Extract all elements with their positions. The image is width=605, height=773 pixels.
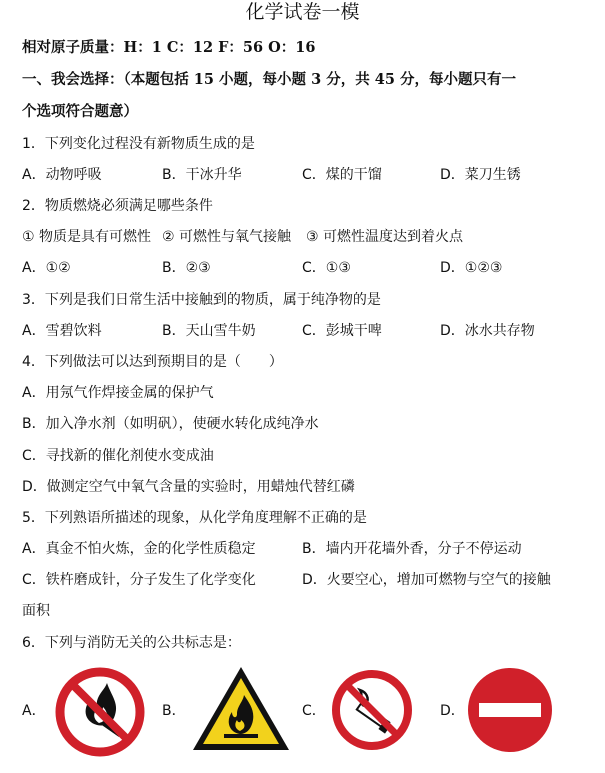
q4-option-d: D．做测定空气中氧气含量的实验时，用蜡烛代替红磷 (22, 479, 355, 495)
section-heading-line2: 个选项符合题意） (22, 103, 138, 120)
q4-option-a: A．用氖气作焊接金属的保护气 (22, 385, 214, 401)
q6-option-b-label: B． (162, 703, 186, 719)
q2-option-c: C．①③ (302, 260, 351, 276)
question-4: 4．下列做法可以达到预期目的是（ ） (22, 354, 283, 370)
q5-option-b: B．墙内开花墙外香，分子不停运动 (302, 541, 522, 557)
q5-option-d: D．火要空心，增加可燃物与空气的接触 (302, 572, 551, 588)
q2-option-a: A．①② (22, 260, 71, 276)
q1-option-c: C．煤的干馏 (302, 167, 382, 183)
q3-option-d: D．冰水共存物 (440, 323, 535, 339)
question-3: 3．下列是我们日常生活中接触到的物质，属于纯净物的是 (22, 292, 381, 308)
q1-option-a: A．动物呼吸 (22, 167, 102, 183)
q3-option-b: B．天山雪牛奶 (162, 323, 256, 339)
no-smoking-sign-icon (330, 668, 414, 752)
section-heading-line1: 一、我会选择：（本题包括 15 小题，每小题 3 分，共 45 分，每小题只有一 (22, 71, 516, 88)
no-open-flame-sign-icon (53, 665, 147, 759)
q3-option-c: C．彭城干啤 (302, 323, 382, 339)
q3-option-a: A．雪碧饮料 (22, 323, 102, 339)
q1-option-d: D．菜刀生锈 (440, 167, 521, 183)
no-entry-sign-icon (467, 667, 553, 753)
q5-option-c: C．铁杵磨成针，分子发生了化学变化 (22, 572, 256, 588)
question-2: 2．物质燃烧必须满足哪些条件 (22, 198, 213, 214)
question-5: 5．下列熟语所描述的现象，从化学角度理解不正确的是 (22, 510, 367, 526)
q2-option-b: B．②③ (162, 260, 211, 276)
q1-option-b: B．干冰升华 (162, 167, 242, 183)
question-1: 1．下列变化过程没有新物质生成的是 (22, 136, 255, 152)
q4-option-b: B．加入净水剂（如明矾），使硬水转化成纯净水 (22, 416, 319, 432)
flammable-warning-sign-icon (190, 664, 292, 754)
q2-condition-3: ③ 可燃性温度达到着火点 (306, 229, 464, 245)
page-title: 化学试卷一模 (245, 1, 360, 23)
q6-option-d-label: D． (440, 703, 465, 719)
q5-option-a: A．真金不怕火炼，金的化学性质稳定 (22, 541, 256, 557)
q6-option-a-label: A． (22, 703, 46, 719)
question-6: 6．下列与消防无关的公共标志是： (22, 635, 241, 651)
atomic-mass-line: 相对原子质量：H：1 C：12 F：56 O：16 (22, 39, 316, 56)
q2-option-d: D．①②③ (440, 260, 503, 276)
q2-condition-1: ① 物质是具有可燃性 (22, 229, 152, 245)
q2-condition-2: ② 可燃性与氧气接触 (162, 229, 292, 245)
q6-option-c-label: C． (302, 703, 326, 719)
q4-option-c: C．寻找新的催化剂使水变成油 (22, 448, 214, 464)
q5-option-d-continuation: 面积 (22, 603, 50, 619)
